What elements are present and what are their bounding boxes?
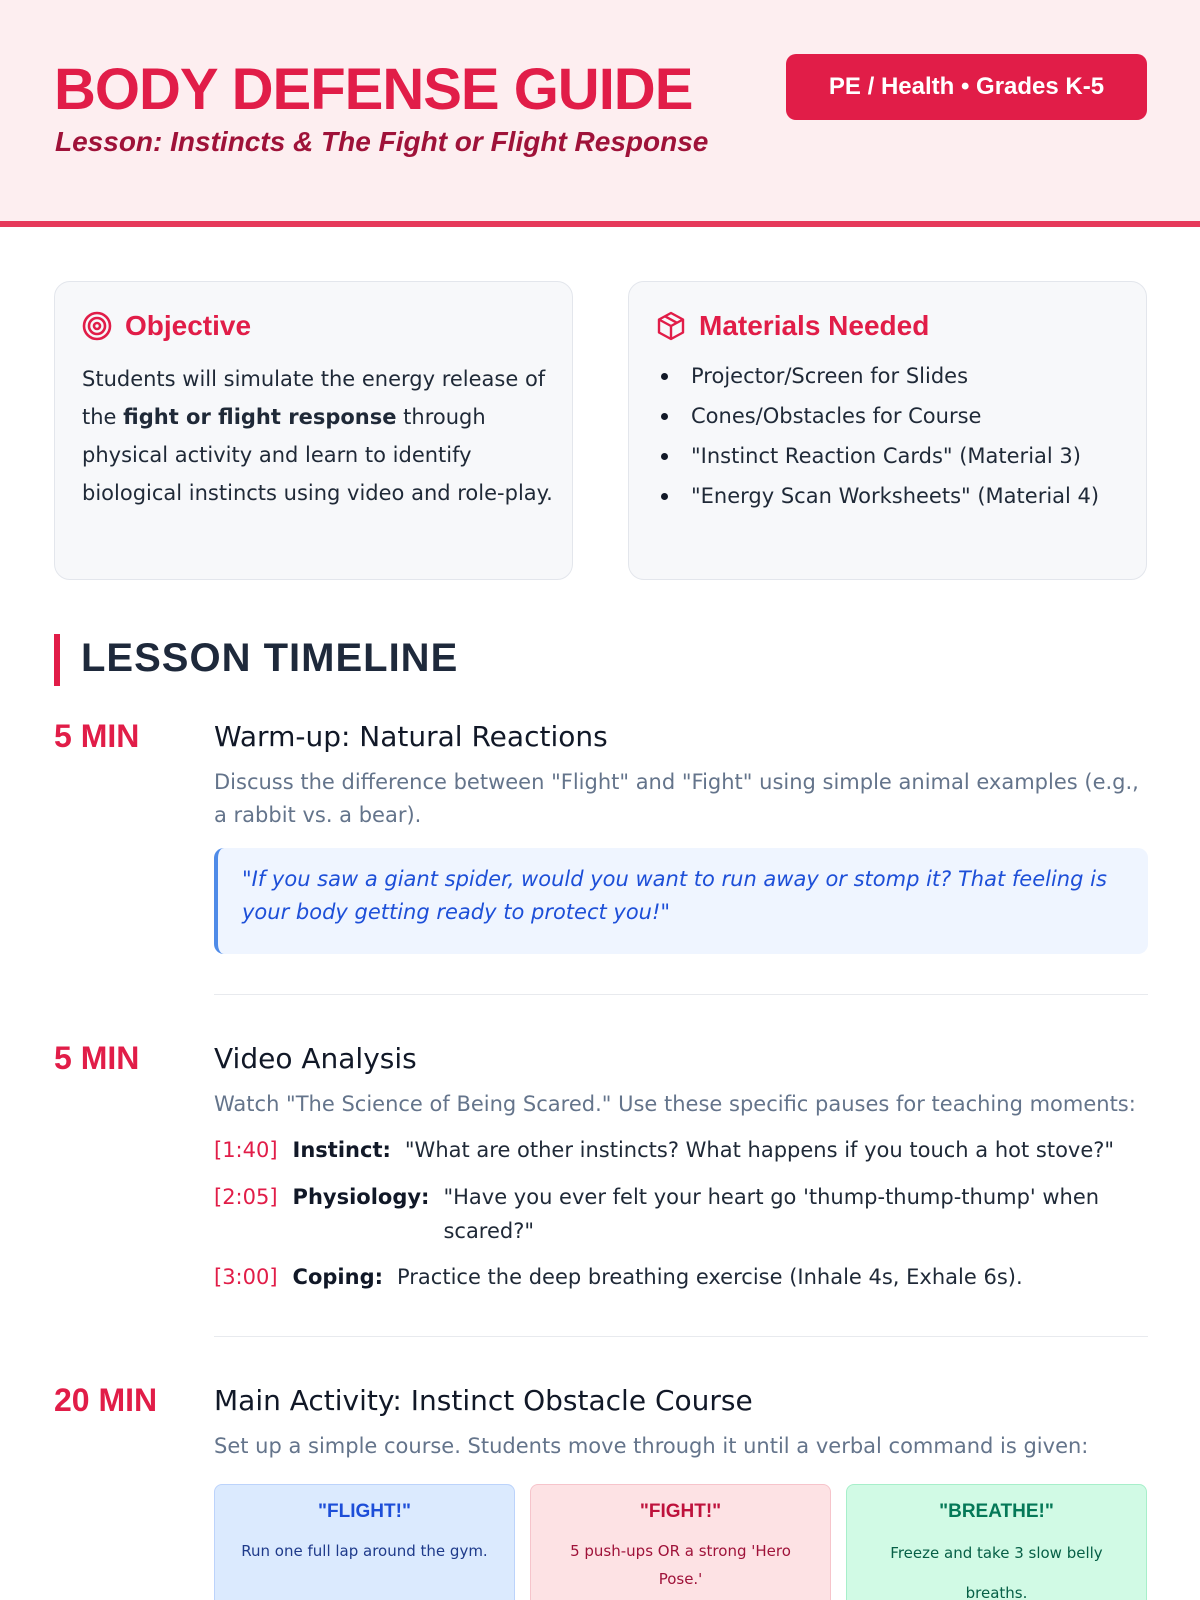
objective-text: Students will simulate the energy release of the fight or flight response through physical activity and learn to identify biological instincts using video and role-play. [82,367,553,505]
step-title: Warm-up: Natural Reactions [214,720,608,753]
materials-header [655,310,929,342]
pause-text: "Have you ever felt your heart go 'thump-thump-thump' when scared?" [443,1185,1100,1243]
command-label: "FIGHT!" [639,1501,722,1522]
breathe-command-card [846,1484,1147,1600]
lesson-subtitle: Lesson: Instincts & The Fight or Flight Response [55,126,709,157]
command-text: Run one full lap around the gym. [241,1542,488,1560]
list-item: "Energy Scan Worksheets" (Material 4) [659,476,1099,516]
command-label: "BREATHE!" [939,1501,1054,1522]
page-header [0,0,1200,227]
list-item: Projector/Screen for Slides [659,356,1099,396]
pause-label: Physiology: [292,1185,430,1209]
divider [214,994,1148,995]
objective-card [54,281,573,580]
list-item: Cones/Obstacles for Course [659,396,1099,436]
target-icon [81,310,113,342]
teacher-quote: "If you saw a giant spider, would you want to run away or stomp it? That feeling is your body getting ready to protect you!" [214,848,1148,954]
grade-badge: PE / Health • Grades K-5 [786,54,1147,120]
step-duration: 5 MIN [54,718,140,754]
flight-command-card [214,1484,515,1600]
divider [214,1336,1148,1337]
command-text: 5 push-ups OR a strong 'Hero Pose.' [570,1542,791,1588]
video-pause-item [214,1260,1023,1294]
objective-header [81,310,251,342]
video-pause-item [214,1180,1103,1248]
pause-timestamp: [1:40] [214,1138,278,1162]
step-title: Main Activity: Instinct Obstacle Course [214,1384,753,1417]
fight-command-card [530,1484,831,1600]
pause-timestamp: [2:05] [214,1185,278,1209]
materials-card [628,281,1147,580]
pause-label: Instinct: [292,1138,391,1162]
pause-text: Practice the deep breathing exercise (Inhale 4s, Exhale 6s). [397,1265,1023,1289]
pause-text: "What are other instincts? What happens if you touch a hot stove?" [404,1138,1115,1162]
pause-label: Coping: [292,1265,383,1289]
timeline-heading: LESSON TIMELINE [81,636,459,680]
page-title: BODY DEFENSE GUIDE [54,57,693,122]
step-duration: 20 MIN [54,1382,158,1418]
objective-emphasis: fight or flight response [123,405,397,429]
step-description: Watch "The Science of Being Scared." Use these specific pauses for teaching moments: [214,1092,1136,1116]
list-item: "Instinct Reaction Cards" (Material 3) [659,436,1099,476]
materials-list [659,356,1099,516]
command-text: Freeze and take 3 slow belly breaths. [890,1544,1103,1600]
step-description: Set up a simple course. Students move through it until a verbal command is given: [214,1434,1089,1458]
pause-timestamp: [3:00] [214,1265,278,1289]
box-icon [655,310,687,342]
command-label: "FLIGHT!" [318,1501,411,1522]
step-title: Video Analysis [214,1042,417,1075]
section-accent-bar [54,634,60,686]
objective-title: Objective [125,310,252,341]
video-pause-item [214,1133,1114,1167]
materials-title: Materials Needed [699,310,930,341]
step-duration: 5 MIN [54,1040,140,1076]
step-description: Discuss the difference between "Flight" and "Fight" using simple animal examples (e.g., a rabbit vs. a bear). [214,770,1139,827]
